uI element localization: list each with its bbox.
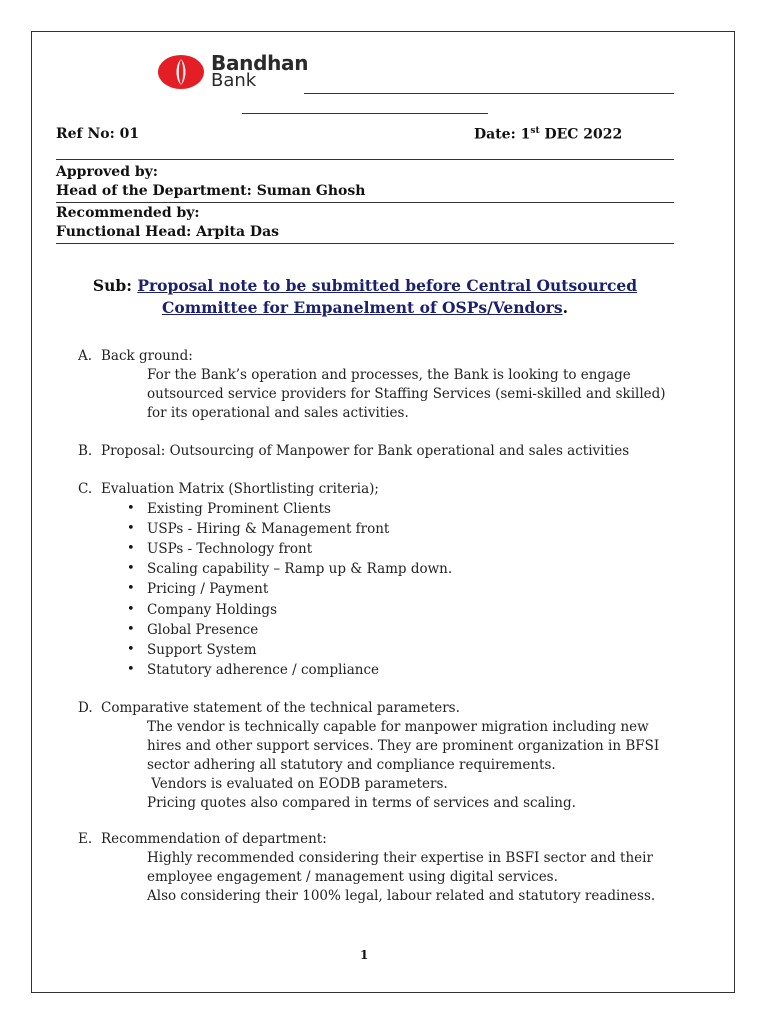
criteria-item: USPs - Technology front xyxy=(147,541,313,557)
bullet-dot: • xyxy=(127,622,135,637)
subject-line-1: Sub: Proposal note to be submitted before Central Outsourced xyxy=(92,276,638,295)
section-a-title: Back ground: xyxy=(101,348,193,364)
section-a-line: for its operational and sales activities. xyxy=(147,405,409,421)
section-d-line: The vendor is technically capable for manpower migration including new xyxy=(147,719,649,735)
criteria-item: Existing Prominent Clients xyxy=(147,501,331,517)
criteria-item: Statutory adherence / compliance xyxy=(147,662,380,678)
bullet-dot: • xyxy=(127,642,135,657)
approved-by-value: Head of the Department: Suman Ghosh xyxy=(56,183,366,199)
bullet-dot: • xyxy=(127,581,135,596)
header-rule-1 xyxy=(304,93,674,94)
bullet-dot: • xyxy=(127,521,135,536)
subject-line-2: Committee for Empanelment of OSPs/Vendors. xyxy=(162,298,568,317)
section-d-marker: D. xyxy=(78,700,93,716)
criteria-item: Scaling capability – Ramp up & Ramp down. xyxy=(147,561,453,577)
bank-logo-icon xyxy=(157,54,205,90)
criteria-item: Support System xyxy=(147,642,257,658)
bullet-dot: • xyxy=(127,561,135,576)
criteria-item: Global Presence xyxy=(147,622,259,638)
logo-line2: Bank xyxy=(211,70,257,91)
section-d-title: Comparative statement of the technical parameters. xyxy=(101,700,460,716)
section-c-marker: C. xyxy=(78,481,93,497)
rule-after-recommended xyxy=(56,243,674,244)
rule-after-ref xyxy=(56,159,674,160)
page-number: 1 xyxy=(360,948,369,962)
section-c-title: Evaluation Matrix (Shortlisting criteria); xyxy=(101,481,379,497)
section-d-line: Pricing quotes also compared in terms of services and scaling. xyxy=(147,795,576,811)
section-e-line: Also considering their 100% legal, labour related and statutory readiness. xyxy=(147,888,656,904)
bullet-dot: • xyxy=(127,662,135,677)
section-e-line: Highly recommended considering their expertise in BSFI sector and their xyxy=(147,850,653,866)
approved-by-label: Approved by: xyxy=(56,164,158,180)
recommended-by-value: Functional Head: Arpita Das xyxy=(56,224,280,240)
bullet-dot: • xyxy=(127,602,135,617)
recommended-by-label: Recommended by: xyxy=(56,205,200,221)
section-e-line: employee engagement / management using digital services. xyxy=(147,869,558,885)
logo-line1: Bandhan xyxy=(211,51,309,75)
criteria-item: Pricing / Payment xyxy=(147,581,269,597)
bandhan-bank-logo xyxy=(157,51,309,91)
section-d-line: sector adhering all statutory and compliance requirements. xyxy=(147,757,556,773)
section-e-title: Recommendation of department: xyxy=(101,831,327,847)
criteria-item: Company Holdings xyxy=(147,602,278,618)
ref-number: Ref No: 01 xyxy=(56,126,140,142)
section-b-marker: B. xyxy=(78,443,93,459)
header-rule-2 xyxy=(242,113,488,114)
section-a-marker: A. xyxy=(78,348,93,364)
section-d-line: Vendors is evaluated on EODB parameters. xyxy=(147,776,448,792)
section-b-title: Proposal: Outsourcing of Manpower for Bank operational and sales activities xyxy=(101,443,630,459)
rule-after-approved xyxy=(56,202,674,203)
document-date: Date: 1st DEC 2022 xyxy=(474,126,623,143)
section-d-line: hires and other support services. They are prominent organization in BFSI xyxy=(147,738,660,754)
section-e-marker: E. xyxy=(78,831,93,847)
section-a-line: outsourced service providers for Staffing Services (semi-skilled and skilled) xyxy=(147,386,666,402)
bullet-dot: • xyxy=(127,541,135,556)
criteria-item: USPs - Hiring & Management front xyxy=(147,521,390,537)
bullet-dot: • xyxy=(127,501,135,516)
section-a-line: For the Bank’s operation and processes, the Bank is looking to engage xyxy=(147,367,631,383)
